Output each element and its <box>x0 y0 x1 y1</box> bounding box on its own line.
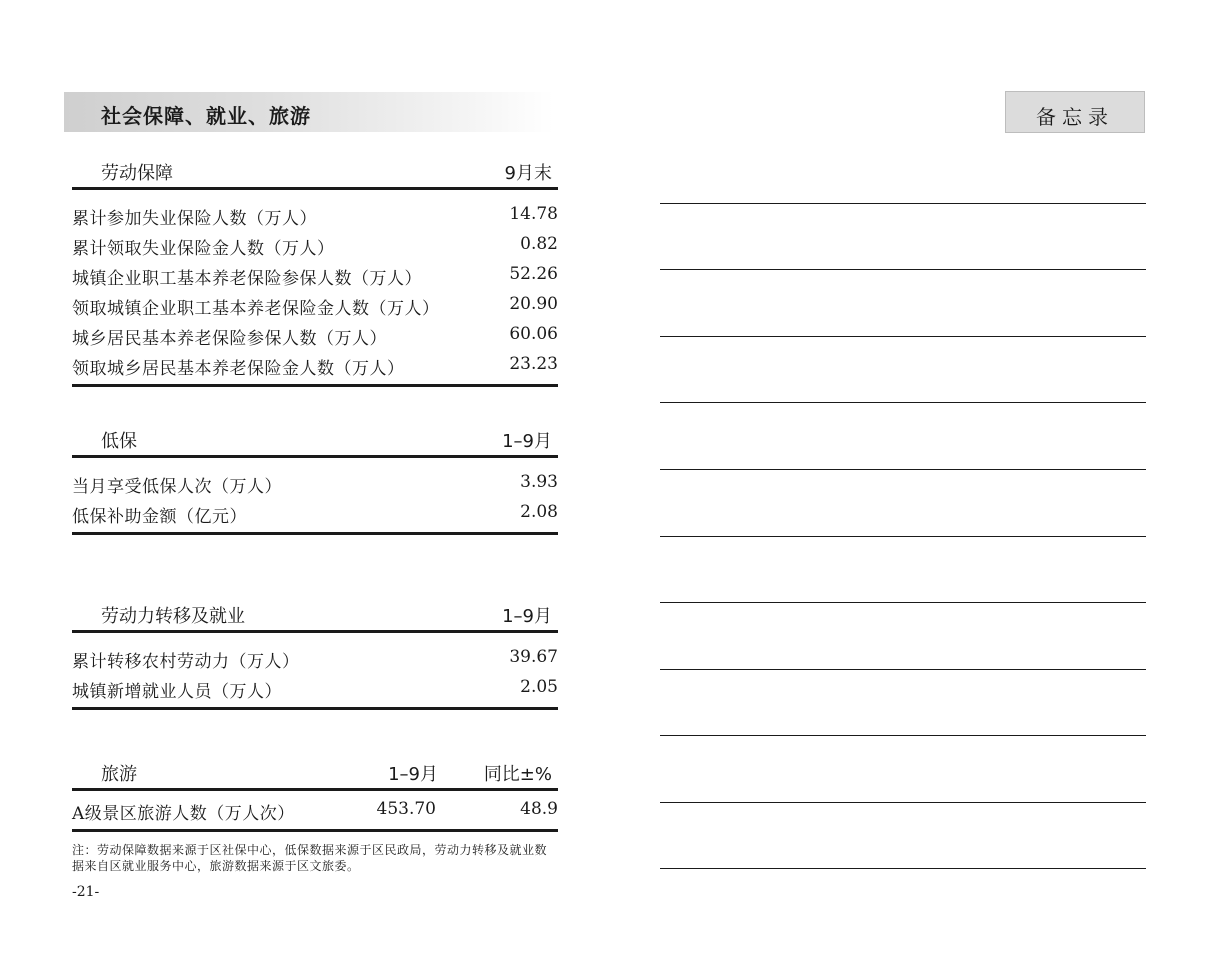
footnote: 注：劳动保障数据来源于区社保中心，低保数据来源于区民政局，劳动力转移及就业数据来自区就业服务中心，旅游数据来源于区文旅委。 <box>72 843 548 873</box>
row-value: 52.26 <box>509 264 558 284</box>
row-label: 领取城镇企业职工基本养老保险金人数（万人） <box>72 299 440 319</box>
section-title: 社会保障、就业、旅游 <box>101 104 311 128</box>
row-value: 2.08 <box>520 502 558 522</box>
memo-line <box>660 269 1146 270</box>
table-title: 旅游 <box>101 764 137 785</box>
dibao-table <box>72 425 558 535</box>
table-row <box>72 230 558 260</box>
table-row <box>72 200 558 230</box>
row-label: 累计领取失业保险金人数（万人） <box>72 239 335 259</box>
row-value: 20.90 <box>509 294 558 314</box>
memo-line <box>660 735 1146 736</box>
column-header: 同比±% <box>483 764 552 785</box>
table-row <box>72 498 558 528</box>
memo-line <box>660 868 1146 869</box>
column-header: 1–9月 <box>388 764 438 785</box>
row-label: A级景区旅游人数（万人次） <box>72 804 295 824</box>
row-label: 城镇新增就业人员（万人） <box>72 682 282 702</box>
row-label: 低保补助金额（亿元） <box>72 507 247 527</box>
row-label: 城镇企业职工基本养老保险参保人数（万人） <box>72 269 422 289</box>
memo-line <box>660 336 1146 337</box>
row-value: 48.9 <box>520 799 558 819</box>
employment-table <box>72 600 558 710</box>
table-header <box>72 758 558 791</box>
section-header <box>64 92 554 132</box>
row-value: 0.82 <box>520 234 558 254</box>
row-label: 累计转移农村劳动力（万人） <box>72 652 300 672</box>
row-label: 领取城乡居民基本养老保险金人数（万人） <box>72 359 405 379</box>
row-value: 453.70 <box>376 799 436 819</box>
row-label: 城乡居民基本养老保险参保人数（万人） <box>72 329 387 349</box>
memo-line <box>660 802 1146 803</box>
row-value: 3.93 <box>520 472 558 492</box>
table-row <box>72 795 558 825</box>
table-header <box>72 600 558 633</box>
row-value: 23.23 <box>509 354 558 374</box>
memo-title: 备忘录 <box>1036 105 1114 129</box>
table-row <box>72 350 558 380</box>
memo-line <box>660 469 1146 470</box>
table-row <box>72 468 558 498</box>
table-body <box>72 190 558 387</box>
memo-line <box>660 602 1146 603</box>
memo-line <box>660 203 1146 204</box>
table-title: 劳动力转移及就业 <box>101 606 245 627</box>
table-header <box>72 157 558 190</box>
memo-line <box>660 669 1146 670</box>
column-header: 1–9月 <box>502 431 552 452</box>
memo-line <box>660 402 1146 403</box>
memo-line <box>660 536 1146 537</box>
table-row <box>72 260 558 290</box>
row-value: 60.06 <box>509 324 558 344</box>
labor-security-table <box>72 157 558 387</box>
table-title: 低保 <box>101 431 137 452</box>
column-header: 9月末 <box>504 163 552 184</box>
table-body <box>72 791 558 832</box>
row-value: 39.67 <box>509 647 558 667</box>
row-value: 14.78 <box>509 204 558 224</box>
row-label: 当月享受低保人次（万人） <box>72 477 282 497</box>
page-number: -21- <box>72 884 100 900</box>
memo-header <box>1005 91 1145 133</box>
row-value: 2.05 <box>520 677 558 697</box>
table-row <box>72 320 558 350</box>
table-body <box>72 458 558 535</box>
table-row <box>72 673 558 703</box>
row-label: 累计参加失业保险人数（万人） <box>72 209 317 229</box>
table-title: 劳动保障 <box>101 163 173 184</box>
tourism-table <box>72 758 558 832</box>
table-row <box>72 643 558 673</box>
table-row <box>72 290 558 320</box>
column-header: 1–9月 <box>502 606 552 627</box>
table-body <box>72 633 558 710</box>
table-header <box>72 425 558 458</box>
